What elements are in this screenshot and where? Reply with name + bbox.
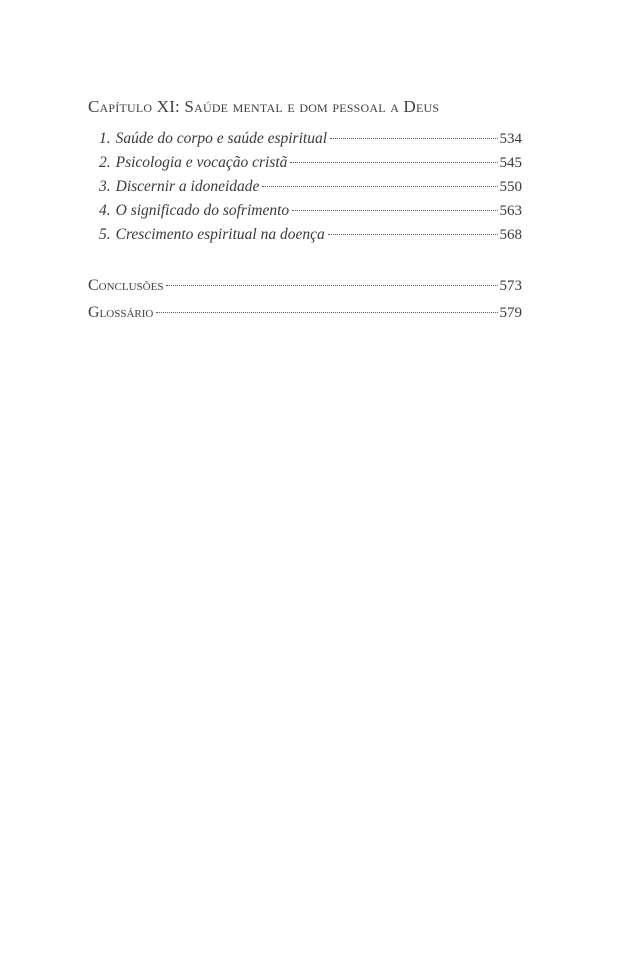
- entry-page-number: 568: [499, 227, 522, 243]
- entry-page-number: 545: [499, 155, 522, 171]
- toc-section-conclusions[interactable]: [88, 272, 522, 299]
- entry-title: Saúde do corpo e saúde espiritual: [115, 130, 328, 147]
- entry-title: O significado do sofrimento: [115, 202, 290, 219]
- section-title: Glossário: [88, 304, 154, 321]
- entry-number: 4.: [99, 202, 111, 219]
- dot-leader: [330, 138, 497, 139]
- section-page-number: 579: [499, 305, 522, 321]
- entry-page-number: 550: [499, 179, 522, 195]
- dot-leader: [292, 210, 497, 211]
- dot-leader: [262, 186, 497, 187]
- toc-entry[interactable]: [99, 175, 522, 199]
- entry-number: 3.: [99, 178, 111, 195]
- section-page-number: 573: [499, 278, 522, 294]
- entry-page-number: 563: [499, 203, 522, 219]
- toc-entry[interactable]: [99, 151, 522, 175]
- dot-leader: [156, 312, 497, 313]
- dot-leader: [290, 162, 497, 163]
- entry-number: 1.: [99, 130, 111, 147]
- section-title: Conclusões: [88, 277, 164, 294]
- dot-leader: [166, 285, 497, 286]
- toc-entry[interactable]: [99, 127, 522, 151]
- entry-page-number: 534: [499, 131, 522, 147]
- chapter-entries: [88, 127, 522, 247]
- chapter-heading: Capítulo XI: Saúde mental e dom pessoal a Deus: [88, 97, 440, 116]
- dot-leader: [328, 234, 498, 235]
- entry-number: 2.: [99, 154, 111, 171]
- toc-section-glossary[interactable]: [88, 299, 522, 326]
- toc-entry[interactable]: [99, 199, 522, 223]
- entry-title: Discernir a idoneidade: [115, 178, 260, 195]
- table-of-contents: [88, 96, 522, 326]
- toc-entry[interactable]: [99, 223, 522, 247]
- entry-number: 5.: [99, 226, 111, 243]
- back-matter-sections: [88, 272, 522, 326]
- entry-title: Crescimento espiritual na doença: [115, 226, 325, 243]
- entry-title: Psicologia e vocação cristã: [115, 154, 288, 171]
